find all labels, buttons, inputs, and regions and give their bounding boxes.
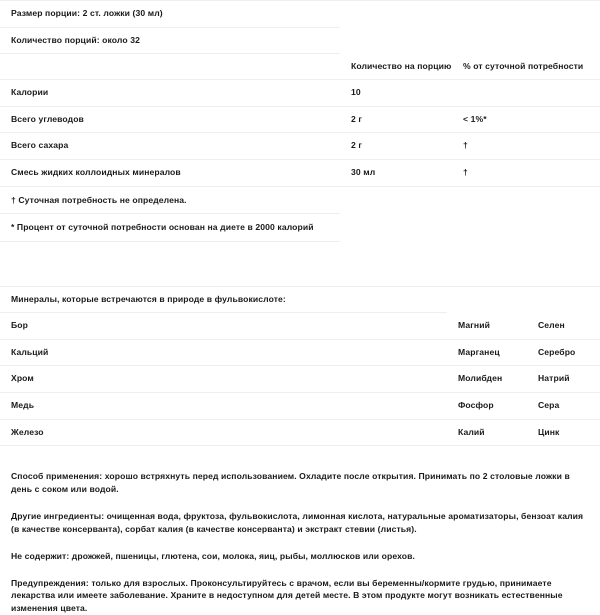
nutrient-daily-value: † (452, 160, 600, 187)
mineral-col1: Кальций (0, 339, 447, 366)
mineral-col1: Железо (0, 419, 447, 446)
serving-size-spacer-2 (452, 1, 600, 28)
column-header-row (0, 54, 600, 80)
nutrient-name: Всего сахара (0, 133, 340, 160)
warnings-text: Предупреждения: только для взрослых. Проконсультируйтесь с врачом, если вы беременны/кормите грудью, принимаете лекарства или имеете заболевание. Храните в недоступном для детей месте. В этом продукте могут возникать естественные изменения цвета. (11, 577, 563, 614)
nutrient-amount: 2 г (340, 133, 452, 160)
table-row (0, 106, 600, 133)
mineral-col3: Натрий (527, 366, 600, 393)
nutrient-daily-value: < 1%* (452, 106, 600, 133)
mineral-col1: Бор (0, 313, 447, 340)
mineral-col3: Цинк (527, 419, 600, 446)
nutrient-amount: 10 (340, 80, 452, 107)
serving-size-spacer-1 (340, 1, 452, 28)
mineral-col2: Марганец (447, 339, 527, 366)
table-row (0, 339, 600, 366)
minerals-heading-row (0, 286, 600, 313)
servings-per-container-row (0, 27, 600, 54)
footnotes-table (0, 187, 600, 242)
footnote-row (0, 187, 600, 214)
mineral-col1: Медь (0, 392, 447, 419)
table-row (0, 366, 600, 393)
mineral-col3: Сера (527, 392, 600, 419)
section-gap (0, 242, 600, 286)
footnote-spacer-2 (452, 187, 600, 214)
table-row (0, 392, 600, 419)
mineral-col1: Хром (0, 366, 447, 393)
table-row (0, 419, 600, 446)
mineral-col3: Селен (527, 313, 600, 340)
minerals-table (0, 286, 600, 447)
servings-spacer-2 (452, 27, 600, 54)
notes-section (0, 470, 600, 615)
table-row (0, 313, 600, 340)
mineral-col3: Серебро (527, 339, 600, 366)
nutrient-name: Всего углеводов (0, 106, 340, 133)
minerals-heading-spacer-2 (527, 286, 600, 313)
mineral-col2: Молибден (447, 366, 527, 393)
table-row (0, 160, 600, 187)
minerals-heading: Минералы, которые встречаются в природе в фульвокислоте: (0, 286, 447, 313)
column-header-amount: Количество на порцию (340, 54, 452, 80)
serving-size-text: Размер порции: 2 ст. ложки (30 мл) (0, 1, 340, 28)
other-ingredients-text: Другие ингредиенты: очищенная вода, фруктоза, фульвокислота, лимонная кислота, натуральные ароматизаторы, бензоат калия (в качестве консерванта), сорбат калия (в качестве консерванта) и экстракт стевии (листья). (11, 510, 584, 534)
column-header-daily-value: % от суточной потребности (452, 54, 600, 80)
table-row (0, 133, 600, 160)
mineral-col2: Фосфор (447, 392, 527, 419)
directions-text: Способ применения: хорошо встряхнуть перед использованием. Охладите после открытия. Принимать по 2 столовые ложки в день с соком или водой. (11, 471, 570, 495)
nutrient-daily-value (452, 80, 600, 107)
mineral-col2: Магний (447, 313, 527, 340)
supplement-facts-table (0, 0, 600, 187)
nutrient-amount: 2 г (340, 106, 452, 133)
free-of-text: Не содержит: дрожжей, пшеницы, глютена, сои, молока, яиц, рыбы, моллюсков или орехов. (11, 550, 415, 561)
footnote-spacer-3 (340, 214, 452, 241)
nutrient-amount: 30 мл (340, 160, 452, 187)
table-row (0, 80, 600, 107)
footnote-spacer-1 (340, 187, 452, 214)
footnote-dagger: † Суточная потребность не определена. (0, 187, 340, 214)
minerals-heading-spacer-1 (447, 286, 527, 313)
servings-per-container-text: Количество порций: около 32 (0, 27, 340, 54)
serving-size-row (0, 1, 600, 28)
column-header-name (0, 54, 340, 80)
nutrient-daily-value: † (452, 133, 600, 160)
nutrient-name: Смесь жидких коллоидных минералов (0, 160, 340, 187)
servings-spacer-1 (340, 27, 452, 54)
footnote-spacer-4 (452, 214, 600, 241)
mineral-col2: Калий (447, 419, 527, 446)
footnote-asterisk: * Процент от суточной потребности основан на диете в 2000 калорий (0, 214, 340, 241)
footnote-row (0, 214, 600, 241)
nutrient-name: Калории (0, 80, 340, 107)
